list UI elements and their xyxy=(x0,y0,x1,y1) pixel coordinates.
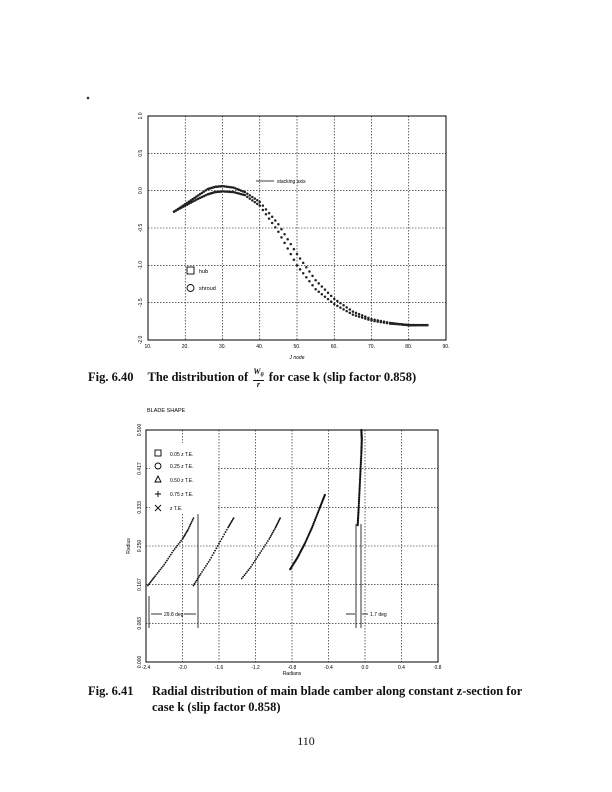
chart2-point xyxy=(244,574,246,576)
chart1-point xyxy=(249,194,252,197)
chart1-point xyxy=(333,303,336,306)
chart1-point xyxy=(380,321,383,324)
chart2-point xyxy=(190,522,192,524)
chart1-y-ticks xyxy=(138,112,144,344)
chart1-point xyxy=(293,248,296,251)
chart2-x-tick-label: -0.8 xyxy=(287,665,297,671)
chart2-y-tick-label: 0.167 xyxy=(137,578,143,591)
chart1-y-tick-label: 1.0 xyxy=(138,112,144,120)
chart2-legend-item-1: 0.05 z T.E. xyxy=(170,452,194,458)
chart1-point xyxy=(305,276,308,279)
chart2-point xyxy=(213,552,215,554)
chart2-point xyxy=(167,558,169,560)
chart2-point xyxy=(241,578,243,580)
chart1-point xyxy=(268,212,271,215)
chart1-x-tick-label: 50. xyxy=(293,344,301,350)
chart2-point xyxy=(166,560,168,562)
chart1-point xyxy=(321,293,324,296)
chart1-point xyxy=(299,268,302,271)
chart2-point xyxy=(192,519,194,521)
chart1-point xyxy=(290,243,293,246)
chart1-point xyxy=(345,306,348,309)
chart1-x-tick-label: 90. xyxy=(442,344,450,350)
chart2-xlabel: Radians xyxy=(282,671,302,677)
chart2-angle-left: 29.8 deg xyxy=(164,612,184,618)
chart2-point xyxy=(188,527,190,529)
chart2-point xyxy=(170,554,172,556)
chart2-point xyxy=(179,541,181,543)
chart2-point xyxy=(219,540,221,542)
chart1-point xyxy=(327,291,330,294)
chart1-point xyxy=(271,222,274,225)
chart1-x-tick-label: 30. xyxy=(219,344,226,350)
chart1-y-tick-label: -1.0 xyxy=(138,261,144,270)
chart2-y-ticks xyxy=(137,424,143,669)
chart2-point xyxy=(255,558,257,560)
chart1-xlabel: J node xyxy=(289,355,305,361)
chart2-series-4 xyxy=(289,494,326,570)
chart1-point xyxy=(256,199,259,202)
chart2-point xyxy=(204,567,206,569)
chart1-x-tick-label: 60. xyxy=(330,344,338,350)
chart1-point xyxy=(324,295,327,298)
chart2-point xyxy=(210,557,212,559)
chart1-point xyxy=(426,324,429,327)
chart2-point xyxy=(260,550,262,552)
chart2-legend xyxy=(150,443,218,513)
chart1-point xyxy=(280,236,283,239)
chart2-legend-item-2: 0.25 z T.E. xyxy=(170,464,194,470)
chart1-point xyxy=(254,197,256,200)
angle-annotation-right xyxy=(346,524,387,628)
chart2-point xyxy=(180,540,182,542)
chart1-point xyxy=(308,280,311,283)
chart1-point xyxy=(330,300,333,303)
chart2-point xyxy=(194,583,196,585)
chart2-point xyxy=(189,524,191,526)
chart1-point xyxy=(286,247,289,250)
chart1-point xyxy=(251,199,254,202)
chart2-point xyxy=(215,547,217,549)
chart2-point xyxy=(154,575,156,577)
chart1-point xyxy=(358,313,361,316)
chart1-point xyxy=(339,302,342,305)
chart1-x-tick-label: 10. xyxy=(144,344,152,350)
chart2-angle-right: 1.7 deg xyxy=(370,612,387,618)
chart2-point xyxy=(242,576,244,578)
chart2-point xyxy=(253,562,255,564)
chart1-point xyxy=(268,217,271,220)
chart2-point xyxy=(169,556,171,558)
chart2-legend-item-3: 0.50 z T.E. xyxy=(170,478,194,484)
chart2-point xyxy=(193,585,195,587)
chart1-point xyxy=(321,285,324,288)
chart2-point xyxy=(259,552,261,554)
chart1-point xyxy=(293,258,296,261)
chart1-annotation-stacking-axis: stacking axis xyxy=(277,179,306,185)
chart2-point xyxy=(159,569,161,571)
chart2-point xyxy=(226,529,228,531)
chart2-y-tick-label: 0.417 xyxy=(137,462,143,475)
chart2-point xyxy=(196,580,198,582)
chart2-point xyxy=(249,568,251,570)
chart2-y-tick-label: 0.250 xyxy=(137,539,143,553)
chart1-y-tick-label: 0.5 xyxy=(138,149,144,157)
chart2-point xyxy=(195,581,197,583)
chart1-point xyxy=(339,306,342,309)
chart2-y-tick-label: 0.083 xyxy=(137,617,143,630)
chart2-y-tick-label: 0.500 xyxy=(137,423,143,437)
figure-641-caption xyxy=(88,683,548,715)
chart2-series-1 xyxy=(147,517,194,586)
chart1-point xyxy=(367,318,370,321)
chart2-point xyxy=(201,571,203,573)
chart1-y-tick-label: 0.0 xyxy=(138,187,144,195)
fraction-num: W xyxy=(253,367,261,376)
chart1-point xyxy=(358,315,361,318)
chart1-point xyxy=(244,194,247,197)
figure-641-label: Fig. 6.41 xyxy=(88,684,134,698)
chart1-point xyxy=(277,223,280,226)
legend-circle-marker xyxy=(187,285,194,292)
chart2-point xyxy=(187,529,189,531)
chart1-legend xyxy=(187,267,216,292)
chart1-point xyxy=(352,310,355,313)
chart1-point xyxy=(259,204,262,207)
chart1-point xyxy=(277,230,280,233)
page-speck xyxy=(87,97,90,100)
chart2-point xyxy=(193,517,195,519)
chart2-x-tick-label: 0.4 xyxy=(398,665,405,671)
chart2-point xyxy=(209,559,211,561)
chart1-point xyxy=(305,266,308,269)
chart1-point xyxy=(327,298,330,301)
chart2-point xyxy=(251,564,253,566)
chart1-point xyxy=(336,300,339,303)
chart1-point xyxy=(262,209,265,212)
figure-640-caption xyxy=(88,368,548,389)
chart1-point xyxy=(271,216,274,219)
chart2-point xyxy=(217,545,219,547)
chart1-point xyxy=(355,314,358,317)
chart2-point xyxy=(266,542,268,544)
chart2-point xyxy=(271,533,273,535)
chart2-point xyxy=(212,554,214,556)
chart1-point xyxy=(302,272,305,275)
chart1-point xyxy=(259,201,262,204)
chart2-point xyxy=(223,534,225,536)
chart2-point xyxy=(165,562,167,564)
chart2-point xyxy=(163,564,165,566)
chart2-point xyxy=(161,567,163,569)
chart1-point xyxy=(249,197,252,200)
chart1-point xyxy=(262,204,265,207)
chart2-series-3 xyxy=(241,517,281,579)
chart2-x-tick-label: -1.2 xyxy=(251,665,260,671)
chart1-point xyxy=(376,320,379,323)
chart1-series xyxy=(173,185,429,326)
chart1-legend-hub: hub xyxy=(199,269,209,275)
chart1-point xyxy=(246,196,249,199)
chart2-point xyxy=(264,544,266,546)
chart1-x-ticks xyxy=(145,344,450,350)
chart2-point xyxy=(158,570,160,572)
chart2-point xyxy=(214,550,216,552)
chart1-point xyxy=(317,282,320,285)
chart2-x-tick-label: -0.4 xyxy=(324,665,333,671)
chart1-y-tick-label: -0.5 xyxy=(138,223,144,233)
legend-square-marker xyxy=(187,267,194,274)
chart1-point xyxy=(265,208,268,211)
chart1-y-tick-label: -1.5 xyxy=(138,298,144,307)
chart1-point xyxy=(330,295,333,298)
figure-641-line2: case k (slip factor 0.858) xyxy=(152,700,281,714)
chart1-point xyxy=(274,219,277,222)
chart2-point xyxy=(178,543,180,545)
chart2-point xyxy=(156,574,158,576)
chart2-point xyxy=(162,565,164,567)
chart2-point xyxy=(269,536,271,538)
chart1-grid xyxy=(148,116,446,340)
chart2-point xyxy=(258,554,260,556)
chart2-x-tick-label: 0.8 xyxy=(434,665,442,671)
chart2-point xyxy=(189,526,191,528)
chart1-point xyxy=(355,312,358,315)
figure-640-label: Fig. 6.40 xyxy=(88,370,134,385)
chart1-point xyxy=(352,313,355,316)
chart2-point xyxy=(257,556,259,558)
chart1-point xyxy=(361,316,364,319)
chart1-point xyxy=(283,242,286,245)
chart1-point xyxy=(386,322,389,325)
chart1-point xyxy=(383,321,386,324)
chart2-point xyxy=(172,550,174,552)
chart2-series-5 xyxy=(357,429,363,526)
chart2-x-tick-label: 0.0 xyxy=(361,665,369,671)
chart2-point xyxy=(208,561,210,563)
chart1-point xyxy=(361,314,364,317)
chart2-point xyxy=(272,532,274,534)
chart2-x-tick-label: -1.6 xyxy=(214,665,224,671)
chart1-point xyxy=(256,203,259,206)
chart1-point xyxy=(244,191,247,194)
chart2-point xyxy=(247,569,249,571)
chart2-point xyxy=(202,569,204,571)
chart2-point xyxy=(360,429,362,431)
chart2-x-tick-label: -2.4 xyxy=(141,665,151,671)
chart2-point xyxy=(174,548,176,550)
chart1-point xyxy=(296,264,299,267)
chart1-point xyxy=(349,308,352,311)
chart1-point xyxy=(286,238,289,241)
chart1-point xyxy=(336,305,339,308)
chart2-legend-item-4: 0.75 z T.E. xyxy=(170,492,194,498)
chart2-point xyxy=(263,546,265,548)
figure-640-fraction xyxy=(253,368,263,389)
chart1-point xyxy=(283,233,286,236)
chart-6-41 xyxy=(126,408,442,677)
chart1-point xyxy=(296,253,299,256)
chart1-point xyxy=(246,193,249,196)
chart2-point xyxy=(221,538,223,540)
chart1-point xyxy=(317,290,320,293)
chart2-point xyxy=(175,546,177,548)
chart2-point xyxy=(245,573,247,575)
chart1-x-tick-label: 20. xyxy=(181,344,189,350)
chart1-point xyxy=(349,312,352,315)
chart1-point xyxy=(345,310,348,313)
chart1-point xyxy=(324,288,327,291)
chart2-point xyxy=(206,563,208,565)
chart2-point xyxy=(268,538,270,540)
chart2-point xyxy=(200,573,202,575)
page-number: 110 xyxy=(297,734,315,748)
chart1-point xyxy=(333,298,336,301)
chart1-point xyxy=(370,319,373,322)
chart1-point xyxy=(373,320,376,323)
chart2-ylabel: Radius xyxy=(126,538,132,554)
angle-annotation-left xyxy=(149,514,198,628)
chart1-point xyxy=(308,270,311,273)
chart2-point xyxy=(246,571,248,573)
chart2-point xyxy=(262,548,264,550)
chart-6-40 xyxy=(138,112,449,361)
chart1-x-tick-label: 40. xyxy=(256,344,264,350)
chart1-point xyxy=(302,262,305,265)
chart2-point xyxy=(270,535,272,537)
chart2-legend-item-5: z T.E. xyxy=(170,506,183,512)
chart2-point xyxy=(218,543,220,545)
chart1-point xyxy=(254,201,256,204)
chart2-point xyxy=(171,552,173,554)
fraction-sub: θ xyxy=(260,372,264,379)
chart2-point xyxy=(233,517,235,519)
chart1-x-tick-label: 80. xyxy=(405,344,413,350)
chart2-point xyxy=(279,517,281,519)
chart2-point xyxy=(254,560,256,562)
chart2-y-tick-label: 0.333 xyxy=(137,501,143,514)
chart1-point xyxy=(274,226,277,229)
chart1-y-tick-label: -2.0 xyxy=(138,335,144,345)
chart2-point xyxy=(225,531,227,533)
chart1-point xyxy=(314,279,317,282)
chart2-point xyxy=(250,566,252,568)
chart2-point xyxy=(205,565,207,567)
chart1-point xyxy=(311,284,314,287)
chart2-point xyxy=(157,572,159,574)
chart1-series-hub xyxy=(173,185,429,326)
chart1-legend-shroud: shroud xyxy=(199,286,216,292)
chart2-point xyxy=(191,521,193,523)
chart2-point xyxy=(199,575,201,577)
chart1-point xyxy=(342,308,345,311)
chart1-point xyxy=(265,213,268,216)
chart1-point xyxy=(342,304,345,307)
chart2-point xyxy=(273,530,275,532)
fraction-den: r xyxy=(256,379,261,389)
figure-640-text-pre: The distribution of xyxy=(147,370,252,385)
chart2-x-tick-label: -2.0 xyxy=(178,665,187,671)
figure-640-text-post: for case k (slip factor 0.858) xyxy=(265,370,417,385)
chart2-point xyxy=(176,545,178,547)
chart2-point xyxy=(274,528,276,530)
chart1-point xyxy=(251,196,254,199)
chart2-series-2 xyxy=(193,517,235,586)
figure-641-line1: Radial distribution of main blade camber along constant z-section for xyxy=(152,684,523,698)
chart1-point xyxy=(299,257,302,260)
chart1-x-tick-label: 70. xyxy=(368,344,375,350)
chart1-point xyxy=(290,253,293,256)
chart1-point xyxy=(364,317,367,320)
chart1-point xyxy=(314,288,317,291)
chart2-point xyxy=(267,540,269,542)
chart2-point xyxy=(324,494,326,496)
chart2-title: BLADE SHAPE xyxy=(147,408,186,414)
chart1-point xyxy=(311,275,314,278)
chart2-point xyxy=(222,536,224,538)
chart2-y-tick-label: 0.000 xyxy=(137,655,143,669)
chart1-point xyxy=(280,228,283,231)
